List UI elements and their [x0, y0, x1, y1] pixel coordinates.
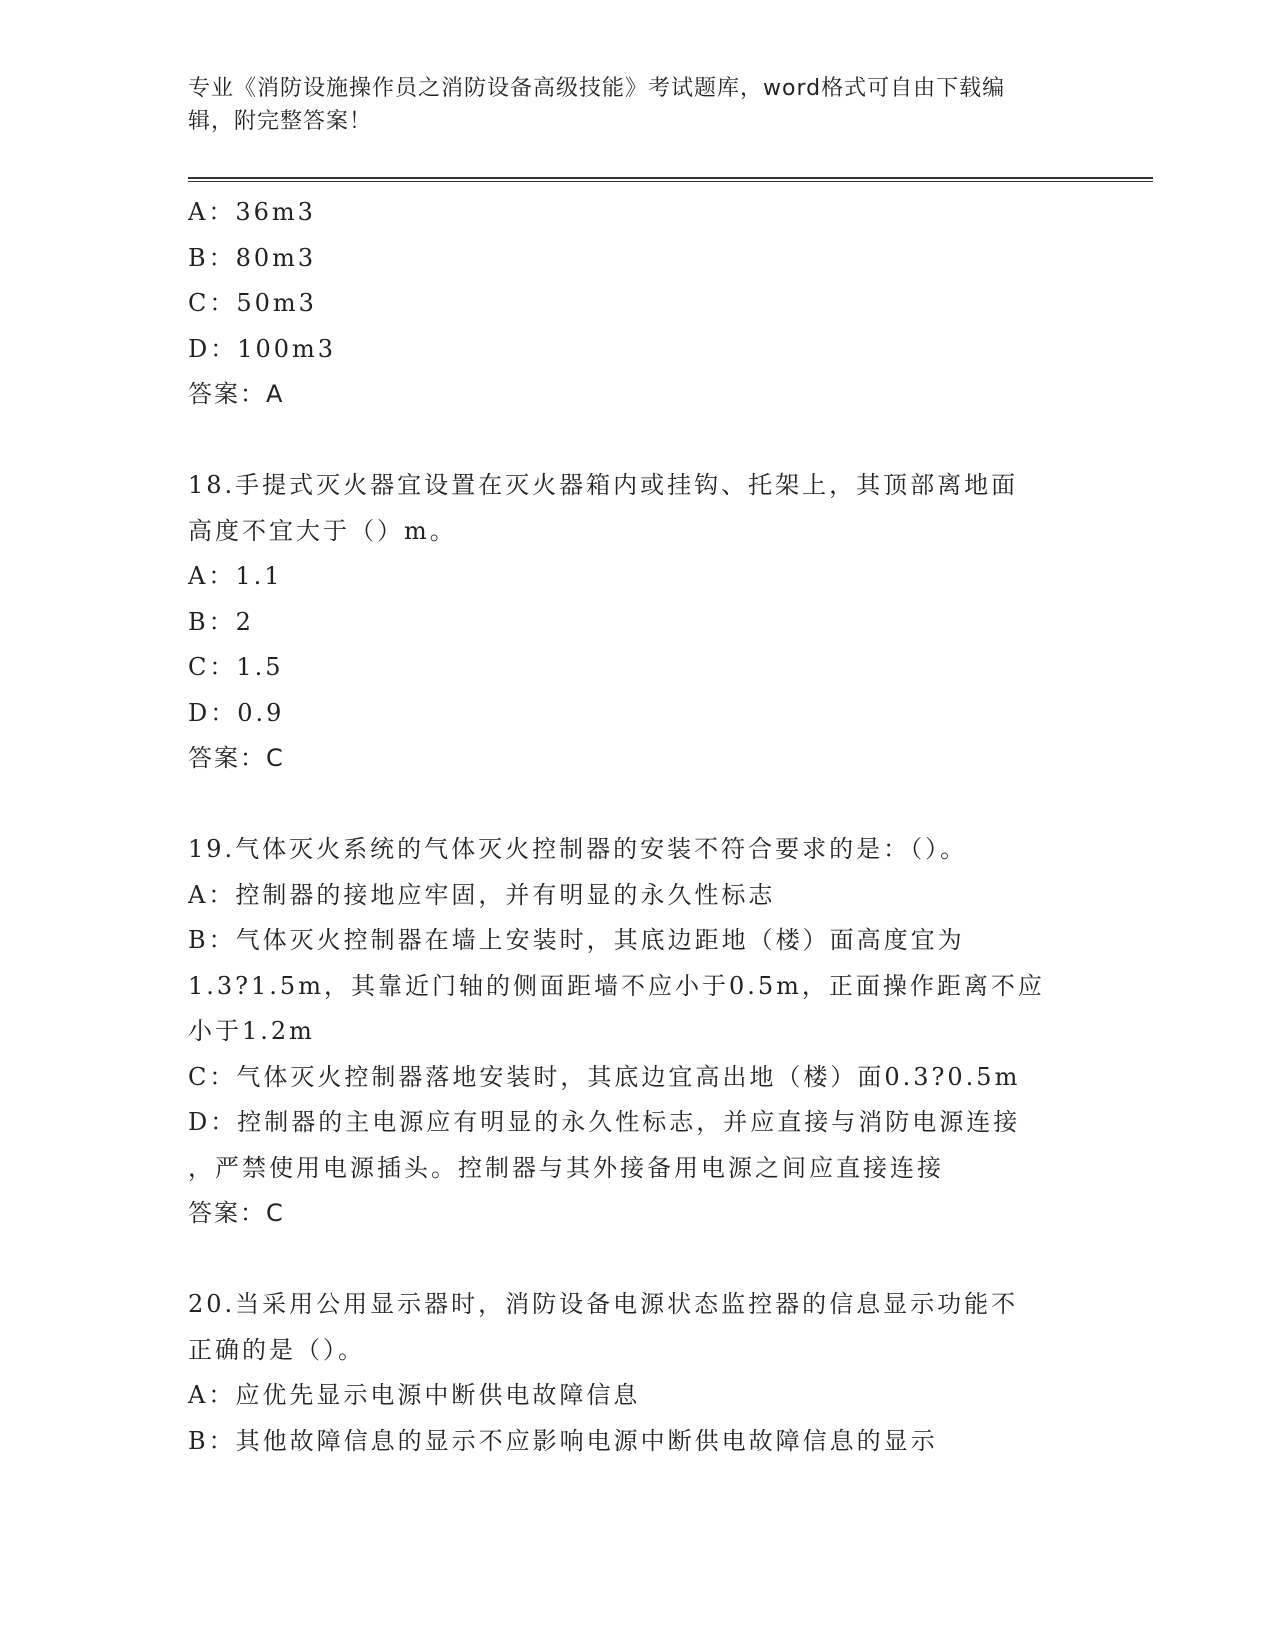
question-20 — [188, 1282, 1088, 1464]
option-d: D：0.9 — [188, 698, 285, 727]
question-stem: 18.手提式灭火器宜设置在灭火器箱内或挂钩、托架上，其顶部离地面 — [188, 471, 1019, 499]
question-stem: 19.气体灭火系统的气体灭火控制器的安装不符合要求的是：（）。 — [188, 835, 968, 863]
header-line-2: 辑，附完整答案！ — [188, 109, 373, 134]
option-b-continued: 小于1.2m — [188, 1017, 315, 1045]
option-a: A：控制器的接地应牢固，并有明显的永久性标志 — [188, 880, 776, 909]
option-d: D：100m3 — [188, 334, 337, 363]
document-header — [188, 72, 1108, 138]
answer-line: 答案：A — [188, 380, 285, 408]
option-c: C：1.5 — [188, 653, 284, 681]
question-stem: 正确的是（）。 — [188, 1335, 365, 1364]
question-spacer — [188, 1237, 1088, 1283]
question-19 — [188, 827, 1088, 1237]
question-spacer — [188, 782, 1088, 828]
answer-line: 答案：C — [188, 744, 285, 772]
question-17-tail — [188, 190, 1088, 418]
question-stem: 高度不宜大于（）m。 — [188, 516, 457, 545]
question-stem: 20.当采用公用显示器时，消防设备电源状态监控器的信息显示功能不 — [188, 1290, 1019, 1318]
option-a: A：应优先显示电源中断供电故障信息 — [188, 1381, 641, 1409]
option-b: B：80m3 — [188, 243, 317, 272]
document-body — [188, 190, 1088, 1464]
option-c: C：50m3 — [188, 289, 317, 317]
option-b: B：其他故障信息的显示不应影响电源中断供电故障信息的显示 — [188, 1426, 938, 1455]
option-b-continued: 1.3?1.5m，其靠近门轴的侧面距墙不应小于0.5m，正面操作距离不应 — [188, 971, 1045, 1000]
option-b: B：2 — [188, 607, 254, 636]
header-divider — [188, 177, 1153, 182]
option-a: A：36m3 — [188, 198, 316, 226]
header-line-1: 专业《消防设施操作员之消防设备高级技能》考试题库，word格式可自由下载编 — [188, 76, 1006, 101]
question-18 — [188, 463, 1088, 782]
option-d: D：控制器的主电源应有明显的永久性标志，并应直接与消防电源连接 — [188, 1108, 1021, 1136]
answer-line: 答案：C — [188, 1199, 285, 1227]
option-b: B：气体灭火控制器在墙上安装时，其底边距地（楼）面高度宜为 — [188, 926, 965, 954]
option-a: A：1.1 — [188, 562, 283, 590]
option-d-continued: ，严禁使用电源插头。控制器与其外接备用电源之间应直接连接 — [188, 1153, 944, 1182]
option-c: C：气体灭火控制器落地安装时，其底边宜高出地（楼）面0.3?0.5m — [188, 1062, 1021, 1091]
question-spacer — [188, 418, 1088, 464]
